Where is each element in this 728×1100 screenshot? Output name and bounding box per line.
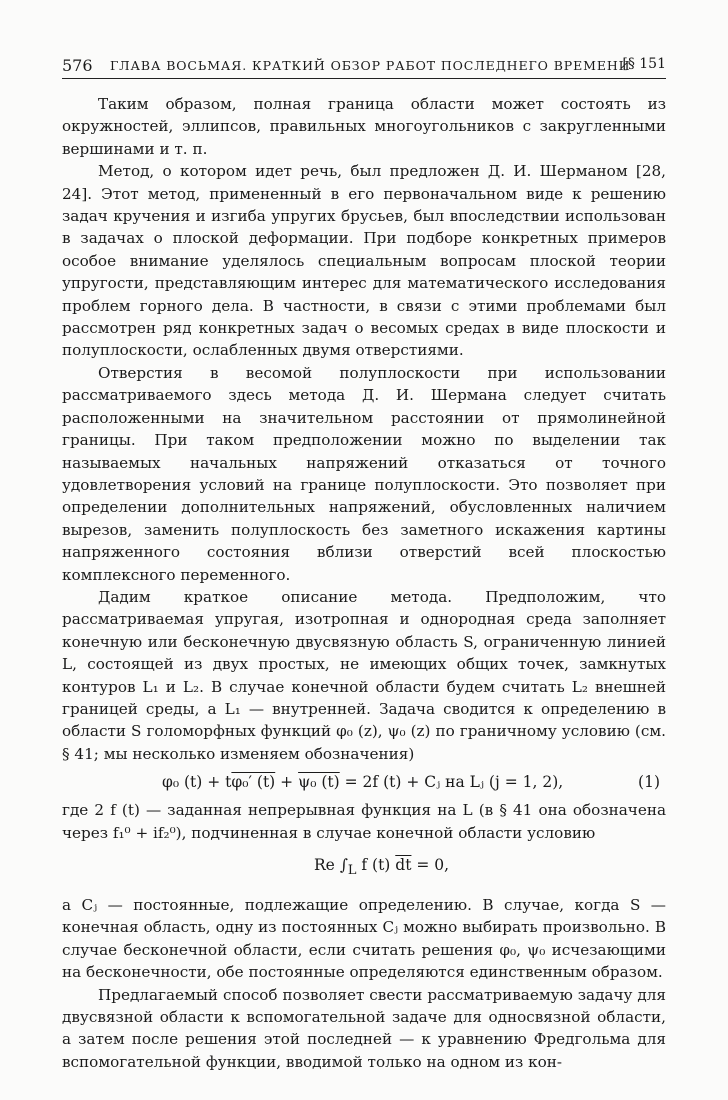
eq1-lhs-d: ψ₀ (t) [298, 773, 340, 792]
equation-2 [62, 844, 666, 894]
running-header [62, 54, 666, 79]
eq2-post: = 0, [411, 856, 450, 874]
eq1-lhs-b: φ₀′ (t) [231, 773, 276, 792]
eq1-lhs-a: φ₀ (t) + t [162, 773, 232, 792]
paragraph-3: Отверстия в весомой полуплоскости при использовании рассматриваемого здесь метода Д. И. Шермана следует считать расположенными на значительном расстоянии от прямолинейной границы. При таком предположении можно по выделении так называемых начальных напряжений отказаться от точного удовлетворения условий на границе полуплоскости. Это позволяет при определении дополнительных напряжений, обусловленных наличием вырезов, заменить полуплоскость без заметного искажения картины напряженного состояния вблизи отверстий всей плоскостью комплексного переменного. [62, 363, 666, 584]
eq1-lhs-c: + [275, 773, 299, 792]
paragraph-7: Предлагаемый способ позволяет свести рассматриваемую задачу для двусвязной области к вспомогательной задаче для односвязной области, а затем после решения этой последней — к уравнению Фредгольма для вспомогательной функции, вводимой только на одном из кон- [62, 985, 666, 1071]
eq2-pre: Re ∫ [314, 856, 348, 874]
equation-1 [62, 765, 666, 799]
paragraph-6: а Cⱼ — постоянные, подлежащие определению. В случае, когда S — конечная область, одну из постоянных Cⱼ можно выбирать произвольно. В случае бесконечной области, если считать решения φ₀, ψ₀ исчезающими на бесконечности, обе постоянные определяются единственным образом. [62, 896, 666, 982]
paragraph-2: Метод, о котором идет речь, был предложен Д. И. Шерманом [28, 24]. Этот метод, примененный в его первоначальном виде к решению задач кручения и изгиба упругих брусьев, был впоследствии использован в задачах о плоской деформации. При подборе конкретных примеров особое внимание уделялось специальным вопросам плоской теории упругости, представляющим интерес для математического исследования проблем горного дела. В частности, в связи с этими проблемами был рассмотрен ряд конкретных задач о весомых средах в виде плоскости и полуплоскости, ослабленных двумя отверстиями. [62, 162, 666, 360]
equation-2-formula [314, 854, 449, 883]
paragraph-5: где 2 f (t) — заданная непрерывная функция на L (в § 41 она обозначена через f₁⁰ + if₂⁰), подчиненная в случае конечной области условию [62, 801, 666, 842]
paragraph-4: Дадим краткое описание метода. Предположим, что рассматриваемая упругая, изотропная и однородная среда заполняет конечную или бесконечную двусвязную область S, ограниченную линией L, состоящей из двух простых, не имеющих общих точек, замкнутых контуров L₁ и L₂. В случае конечной области будем считать L₂ внешней границей среды, а L₁ — внутренней. Задача сводится к определению в области S голоморфных функций φ₀ (z), ψ₀ (z) по граничному условию (см. § 41; мы несколько изменяем обозначения) [62, 587, 666, 763]
section-marker: [§ 151 [622, 56, 666, 72]
page-body [62, 93, 666, 1073]
eq2-body: f (t) [356, 856, 396, 874]
page-number: 576 [62, 56, 93, 75]
running-title: ГЛАВА ВОСЬМАЯ. КРАТКИЙ ОБЗОР РАБОТ ПОСЛЕДНЕГО ВРЕМЕНИ [110, 58, 631, 73]
eq2-sub: L [347, 863, 357, 879]
eq2-bar: $\overline{dt}$ [395, 856, 412, 874]
paragraph-1: Таким образом, полная граница области может состоять из окружностей, эллипсов, правильных многоугольников с закругленными вершинами и т. п. [62, 95, 666, 158]
equation-1-formula [162, 771, 563, 793]
eq1-rhs: = 2f (t) + Cⱼ на Lⱼ (j = 1, 2), [339, 773, 564, 792]
equation-1-number: (1) [638, 773, 660, 792]
